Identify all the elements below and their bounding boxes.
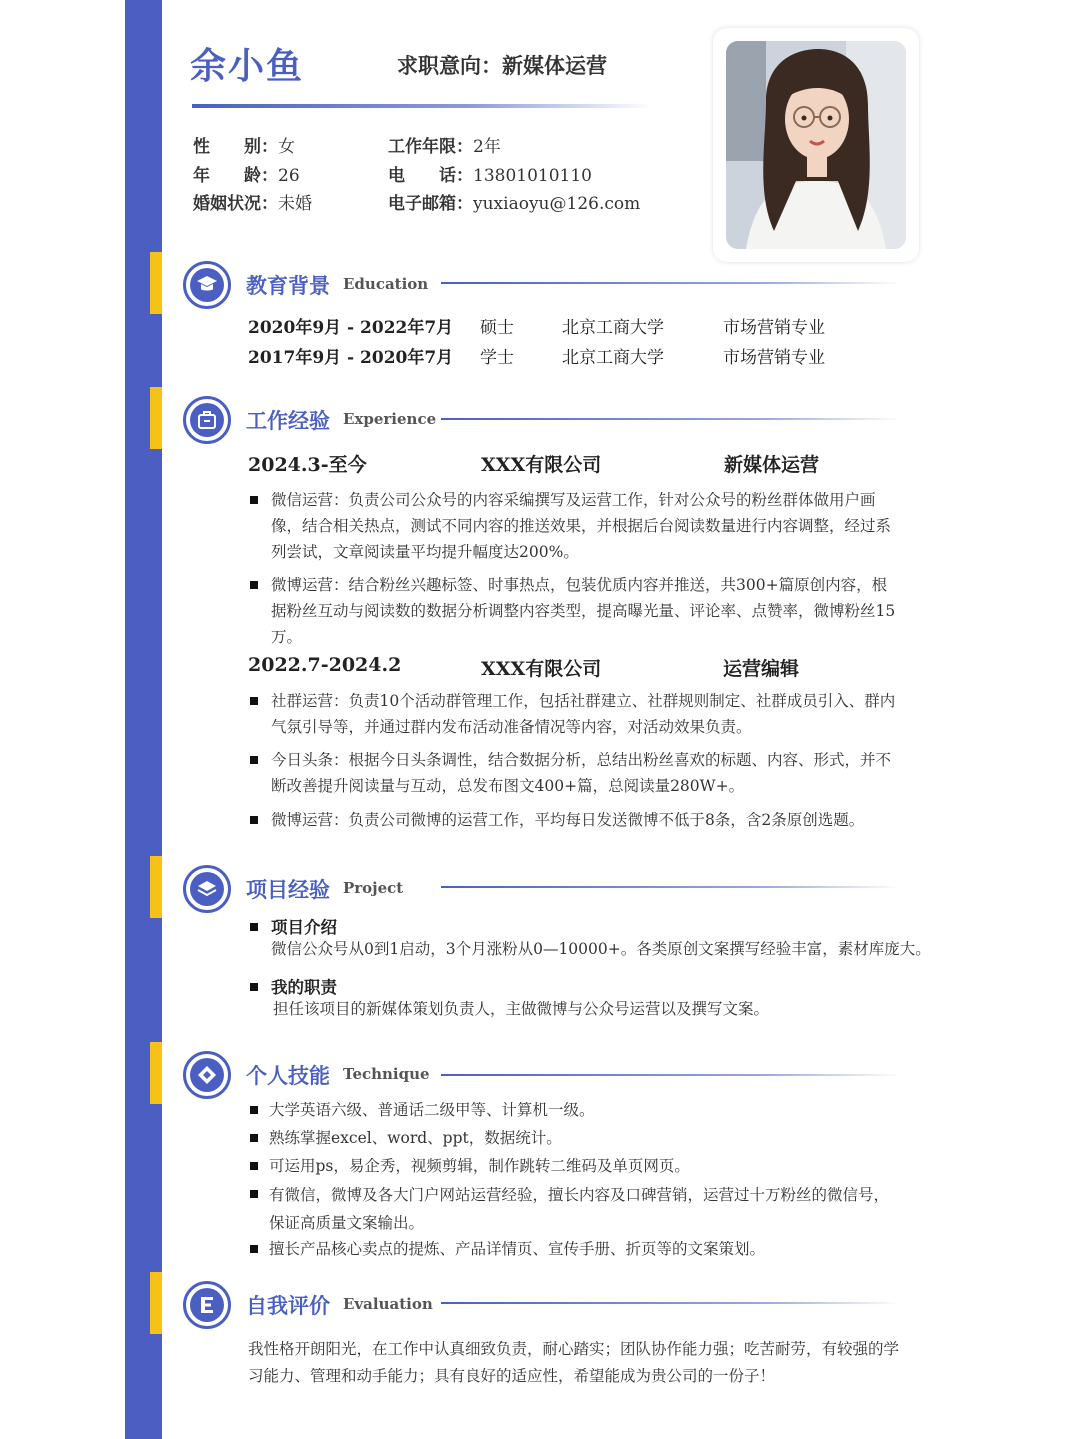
skill-item: 擅长产品核心卖点的提炼、产品详情页、宣传手册、折页等的文案策划。 (250, 1236, 900, 1262)
info-gender-value: 女 (278, 137, 295, 157)
skills-title: 个人技能 (246, 1063, 330, 1088)
info-years-label: 工作年限： (388, 137, 473, 157)
diamond-icon (196, 1064, 218, 1086)
education-marker (150, 252, 162, 314)
bullet-square-icon (250, 983, 258, 991)
evaluation-divider (441, 1302, 901, 1304)
skill-item: 可运用ps，易企秀，视频剪辑，制作跳转二维码及单页网页。 (250, 1153, 900, 1179)
info-marital-value: 未婚 (278, 194, 312, 214)
bullet-square-icon (250, 1134, 258, 1142)
project-subtitle: Project (343, 879, 404, 897)
graduation-cap-icon (196, 275, 218, 295)
skills-divider (441, 1074, 901, 1076)
job-duty-item: 微信运营：负责公司公众号的内容采编撰写及运营工作，针对公众号的粉丝群体做用户画像，结合相关热点，测试不同内容的推送效果，并根据后台阅读数量进行内容调整，经过系列尝试，文章阅读量平均提升幅度达200%。 (250, 487, 900, 565)
experience-divider (441, 418, 901, 420)
info-phone (388, 161, 592, 186)
edu-school: 北京工商大学 (562, 348, 664, 368)
left-accent-bar (125, 0, 162, 1439)
project-duty-heading: 我的职责 (250, 974, 900, 998)
job-period: 2022.7-2024.2 (248, 654, 402, 676)
bullet-square-icon (250, 756, 258, 764)
layers-icon (196, 879, 218, 899)
edu-major: 市场营销专业 (723, 318, 825, 338)
header-divider (192, 104, 652, 108)
evaluation-title: 自我评价 (246, 1293, 330, 1318)
experience-icon-badge (183, 396, 231, 444)
info-gender-label: 性 别： (193, 137, 278, 157)
skills-subtitle: Technique (343, 1065, 430, 1083)
candidate-name: 余小鱼 (190, 45, 305, 87)
edu-degree: 硕士 (480, 318, 514, 338)
info-marital-label: 婚姻状况： (193, 194, 278, 214)
project-marker (150, 856, 162, 918)
education-divider (441, 282, 901, 284)
evaluation-text: 我性格开朗阳光，在工作中认真细致负责，耐心踏实；团队协作能力强；吃苦耐劳，有较强的学习能力、管理和动手能力；具有良好的适应性，希望能成为贵公司的一份子！ (248, 1340, 900, 1385)
project-intro-text: 微信公众号从0到1启动，3个月涨粉从0—10000+。各类原创文案撰写经验丰富，素材库庞大。 (271, 940, 931, 958)
job-duty-item: 微博运营：负责公司微博的运营工作，平均每日发送微博不低于8条，含2条原创选题。 (250, 807, 900, 833)
info-email-value: yuxiaoyu@126.com (473, 194, 641, 214)
project-intro-heading: 项目介绍 (250, 914, 900, 938)
experience-subtitle: Experience (343, 410, 437, 428)
edu-major: 市场营销专业 (723, 348, 825, 368)
job-duty-item: 微博运营：结合粉丝兴趣标签、时事热点，包装优质内容并推送，共300+篇原创内容，根据粉丝互动与阅读数的数据分析调整内容类型，提高曝光量、评论率、点赞率，微博粉丝15万。 (250, 572, 900, 650)
project-icon-badge (183, 865, 231, 913)
job-duty-item: 社群运营：负责10个活动群管理工作，包括社群建立、社群规则制定、社群成员引入、群内气氛引导等，并通过群内发布活动准备情况等内容，对活动效果负责。 (250, 688, 900, 740)
experience-title: 工作经验 (246, 408, 330, 433)
evaluation-marker (150, 1272, 162, 1334)
info-phone-label: 电 话： (388, 166, 473, 186)
info-phone-value: 13801010110 (473, 166, 592, 186)
project-divider (441, 886, 901, 888)
profile-photo (726, 41, 906, 249)
job-company: XXX有限公司 (481, 454, 602, 476)
info-years (388, 132, 501, 157)
evaluation-subtitle: Evaluation (343, 1295, 433, 1313)
bullet-square-icon (250, 816, 258, 824)
info-age-value: 26 (278, 166, 300, 186)
job-period: 2024.3-至今 (248, 454, 367, 476)
bullet-square-icon (250, 1162, 258, 1170)
education-subtitle: Education (343, 275, 429, 293)
project-duty-text: 担任该项目的新媒体策划负责人，主做微博与公众号运营以及撰写文案。 (273, 1000, 770, 1018)
edu-degree: 学士 (480, 348, 514, 368)
briefcase-icon (197, 410, 217, 430)
bullet-square-icon (250, 1190, 258, 1198)
letter-e-icon (198, 1295, 216, 1315)
job-duty-item: 今日头条：根据今日头条调性，结合数据分析，总结出粉丝喜欢的标题、内容、形式，并不断改善提升阅读量与互动，总发布图文400+篇，总阅读量280W+。 (250, 747, 900, 799)
bullet-square-icon (250, 1245, 258, 1253)
info-email (388, 189, 640, 214)
project-title: 项目经验 (246, 877, 330, 902)
education-title: 教育背景 (246, 273, 330, 298)
job-intent: 求职意向：新媒体运营 (397, 53, 607, 78)
education-icon-badge (183, 261, 231, 309)
info-gender (193, 132, 295, 157)
bullet-square-icon (250, 697, 258, 705)
bullet-square-icon (250, 496, 258, 504)
skills-marker (150, 1042, 162, 1104)
skill-item: 熟练掌握excel、word、ppt，数据统计。 (250, 1125, 900, 1151)
edu-period: 2017年9月 - 2020年7月 (248, 348, 454, 368)
job-role: 运营编辑 (723, 658, 800, 680)
bullet-square-icon (250, 1106, 258, 1114)
skill-item: 有微信，微博及各大门户网站运营经验，擅长内容及口碑营销，运营过十万粉丝的微信号，保证高质量文案输出。 (250, 1181, 900, 1237)
evaluation-icon-badge (183, 1281, 231, 1329)
bullet-square-icon (250, 581, 258, 589)
edu-school: 北京工商大学 (562, 318, 664, 338)
skill-item: 大学英语六级、普通话二级甲等、计算机一级。 (250, 1097, 900, 1123)
job-company: XXX有限公司 (481, 658, 602, 680)
info-age-label: 年 龄： (193, 166, 278, 186)
job-role: 新媒体运营 (724, 454, 820, 476)
info-years-value: 2年 (473, 137, 501, 157)
info-email-label: 电子邮箱： (388, 194, 473, 214)
info-marital (193, 189, 312, 214)
skills-icon-badge (183, 1051, 231, 1099)
bullet-square-icon (250, 923, 258, 931)
edu-period: 2020年9月 - 2022年7月 (248, 318, 454, 338)
info-age (193, 161, 300, 186)
experience-marker (150, 387, 162, 449)
